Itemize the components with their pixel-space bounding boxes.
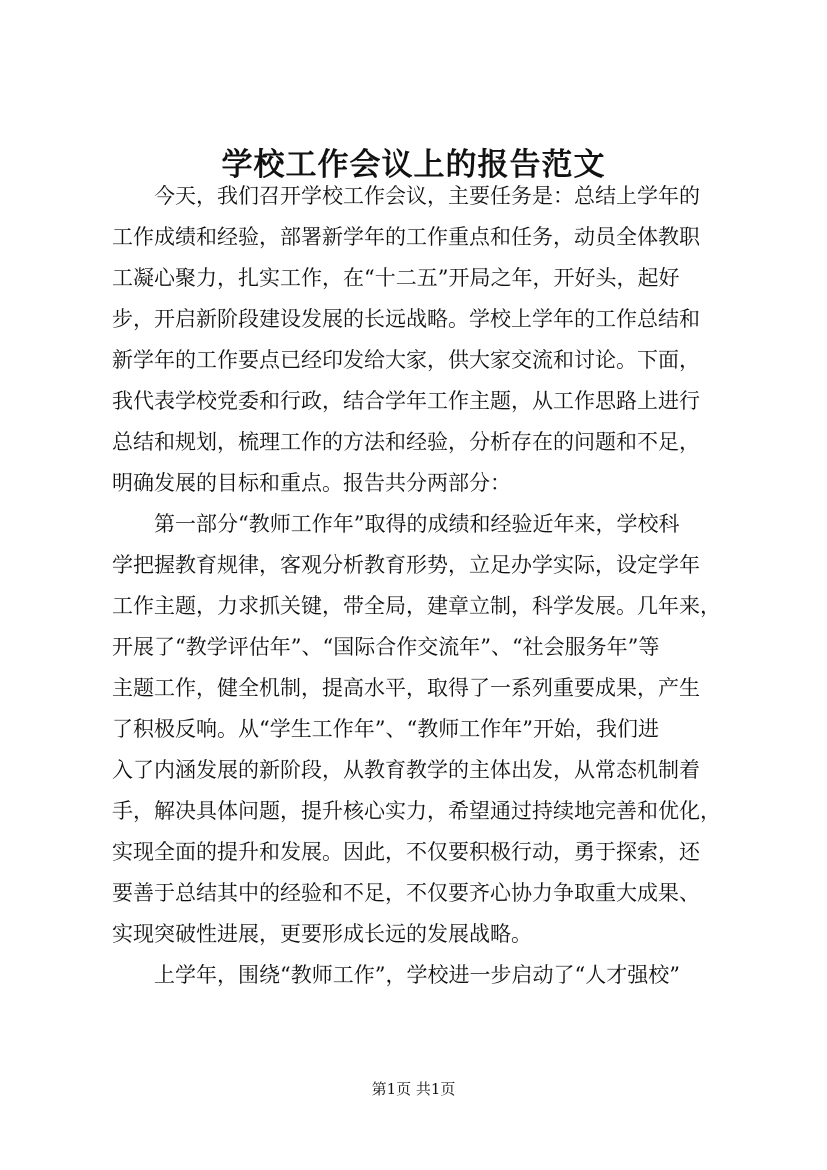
- text-line: 实现全面的提升和发展。因此，不仅要积极行动，勇于探索，还: [112, 840, 700, 864]
- text-line: 学把握教育规律，客观分析教育形势，立足办学实际，设定学年: [112, 553, 700, 577]
- document-title: 学校工作会议上的报告范文: [221, 147, 606, 183]
- text-line: 工凝心聚力，扎实工作，在“十二五”开局之年，开好头，起好: [112, 266, 680, 290]
- text-line: 上学年，围绕“教师工作”，学校进一步启动了“人才强校”: [154, 963, 680, 987]
- text-line: 手，解决具体问题，提升核心实力，希望通过持续地完善和优化，: [112, 799, 721, 823]
- text-line: 第一部分“教师工作年”取得的成绩和经验近年来，学校科: [154, 512, 680, 536]
- text-line: 主题工作，健全机制，提高水平，取得了一系列重要成果，产生: [112, 676, 700, 700]
- paragraph-2: [112, 504, 742, 955]
- text-line: 实现突破性进展，更要形成长远的发展战略。: [112, 922, 532, 946]
- text-line: 明确发展的目标和重点。报告共分两部分：: [112, 471, 511, 495]
- paragraph-1: [112, 176, 742, 504]
- text-line: 工作成绩和经验，部署新学年的工作重点和任务，动员全体教职: [112, 225, 700, 249]
- text-line: 今天，我们召开学校工作会议，主要任务是：总结上学年的: [154, 184, 700, 208]
- page-footer: 第1页 共1页: [371, 1080, 456, 1098]
- text-line: 开展了“教学评估年”、“国际合作交流年”、“社会服务年”等: [112, 635, 660, 659]
- document-body: [112, 176, 742, 996]
- paragraph-3: [112, 955, 742, 996]
- text-line: 步，开启新阶段建设发展的长远战略。学校上学年的工作总结和: [112, 307, 700, 331]
- text-line: 入了内涵发展的新阶段，从教育教学的主体出发，从常态机制着: [112, 758, 700, 782]
- text-line: 我代表学校党委和行政，结合学年工作主题，从工作思路上进行: [112, 389, 700, 413]
- text-line: 了积极反响。从“学生工作年”、“教师工作年”开始，我们进: [112, 717, 659, 741]
- text-line: 新学年的工作要点已经印发给大家，供大家交流和讨论。下面，: [112, 348, 700, 372]
- text-line: 要善于总结其中的经验和不足，不仅要齐心协力争取重大成果、: [112, 881, 700, 905]
- text-line: 总结和规划，梳理工作的方法和经验，分析存在的问题和不足，: [112, 430, 700, 454]
- text-line: 工作主题，力求抓关键，带全局，建章立制，科学发展。几年来，: [112, 594, 721, 618]
